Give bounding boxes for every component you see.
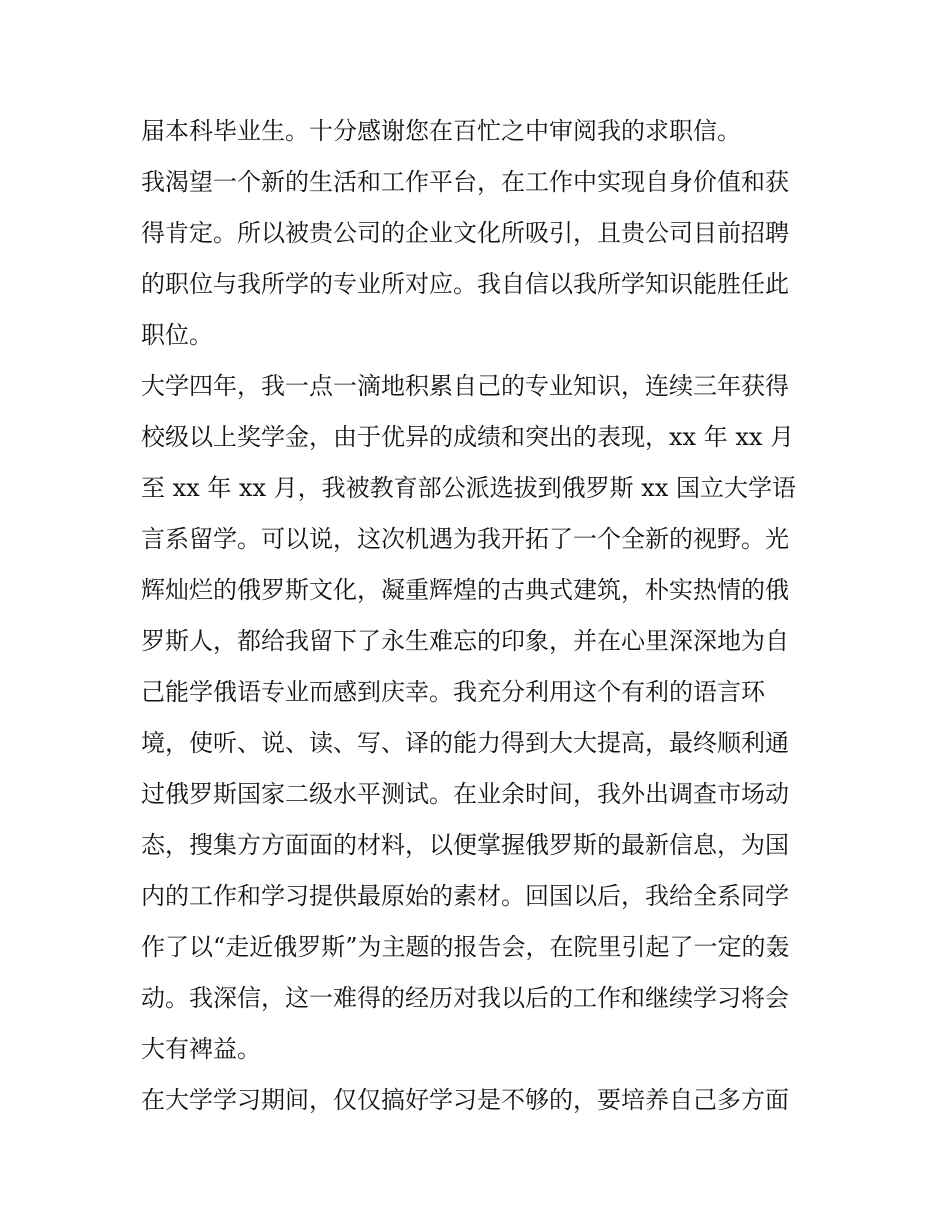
text-line: 至 xx 年 xx 月，我被教育部公派选拔到俄罗斯 xx 国立大学语	[141, 474, 796, 502]
text-line: 言系留学。可以说，这次机遇为我开拓了一个全新的视野。光	[141, 525, 789, 553]
text-line: 职位。	[141, 321, 213, 349]
text-line: 在大学学习期间，仅仅搞好学习是不够的，要培养自己多方面	[141, 1086, 789, 1114]
text-line: 的职位与我所学的专业所对应。我自信以我所学知识能胜任此	[141, 270, 789, 298]
text-line: 内的工作和学习提供最原始的素材。回国以后，我给全系同学	[141, 882, 789, 910]
text-line: 我渴望一个新的生活和工作平台，在工作中实现自身价值和获	[141, 168, 789, 196]
text-line: 作了以“走近俄罗斯”为主题的报告会，在院里引起了一定的轰	[141, 933, 790, 961]
text-line: 态，搜集方方面面的材料，以便掌握俄罗斯的最新信息，为国	[141, 831, 789, 859]
text-line: 校级以上奖学金，由于优异的成绩和突出的表现，xx 年 xx 月	[141, 423, 795, 451]
text-line: 辉灿烂的俄罗斯文化，凝重辉煌的古典式建筑，朴实热情的俄	[141, 576, 789, 604]
cover-letter-body	[141, 106, 821, 1126]
text-line: 得肯定。所以被贵公司的企业文化所吸引，且贵公司目前招聘	[141, 219, 789, 247]
text-line: 大学四年，我一点一滴地积累自己的专业知识，连续三年获得	[141, 372, 789, 400]
text-line: 罗斯人，都给我留下了永生难忘的印象，并在心里深深地为自	[141, 627, 789, 655]
text-line: 过俄罗斯国家二级水平测试。在业余时间，我外出调查市场动	[141, 780, 789, 808]
text-line: 境，使听、说、读、写、译的能力得到大大提高，最终顺利通	[141, 729, 789, 757]
text-line: 动。我深信，这一难得的经历对我以后的工作和继续学习将会	[141, 984, 789, 1012]
text-line: 己能学俄语专业而感到庆幸。我充分利用这个有利的语言环	[141, 678, 765, 706]
text-line: 大有裨益。	[141, 1035, 261, 1063]
text-line: 届本科毕业生。十分感谢您在百忙之中审阅我的求职信。	[141, 117, 741, 145]
